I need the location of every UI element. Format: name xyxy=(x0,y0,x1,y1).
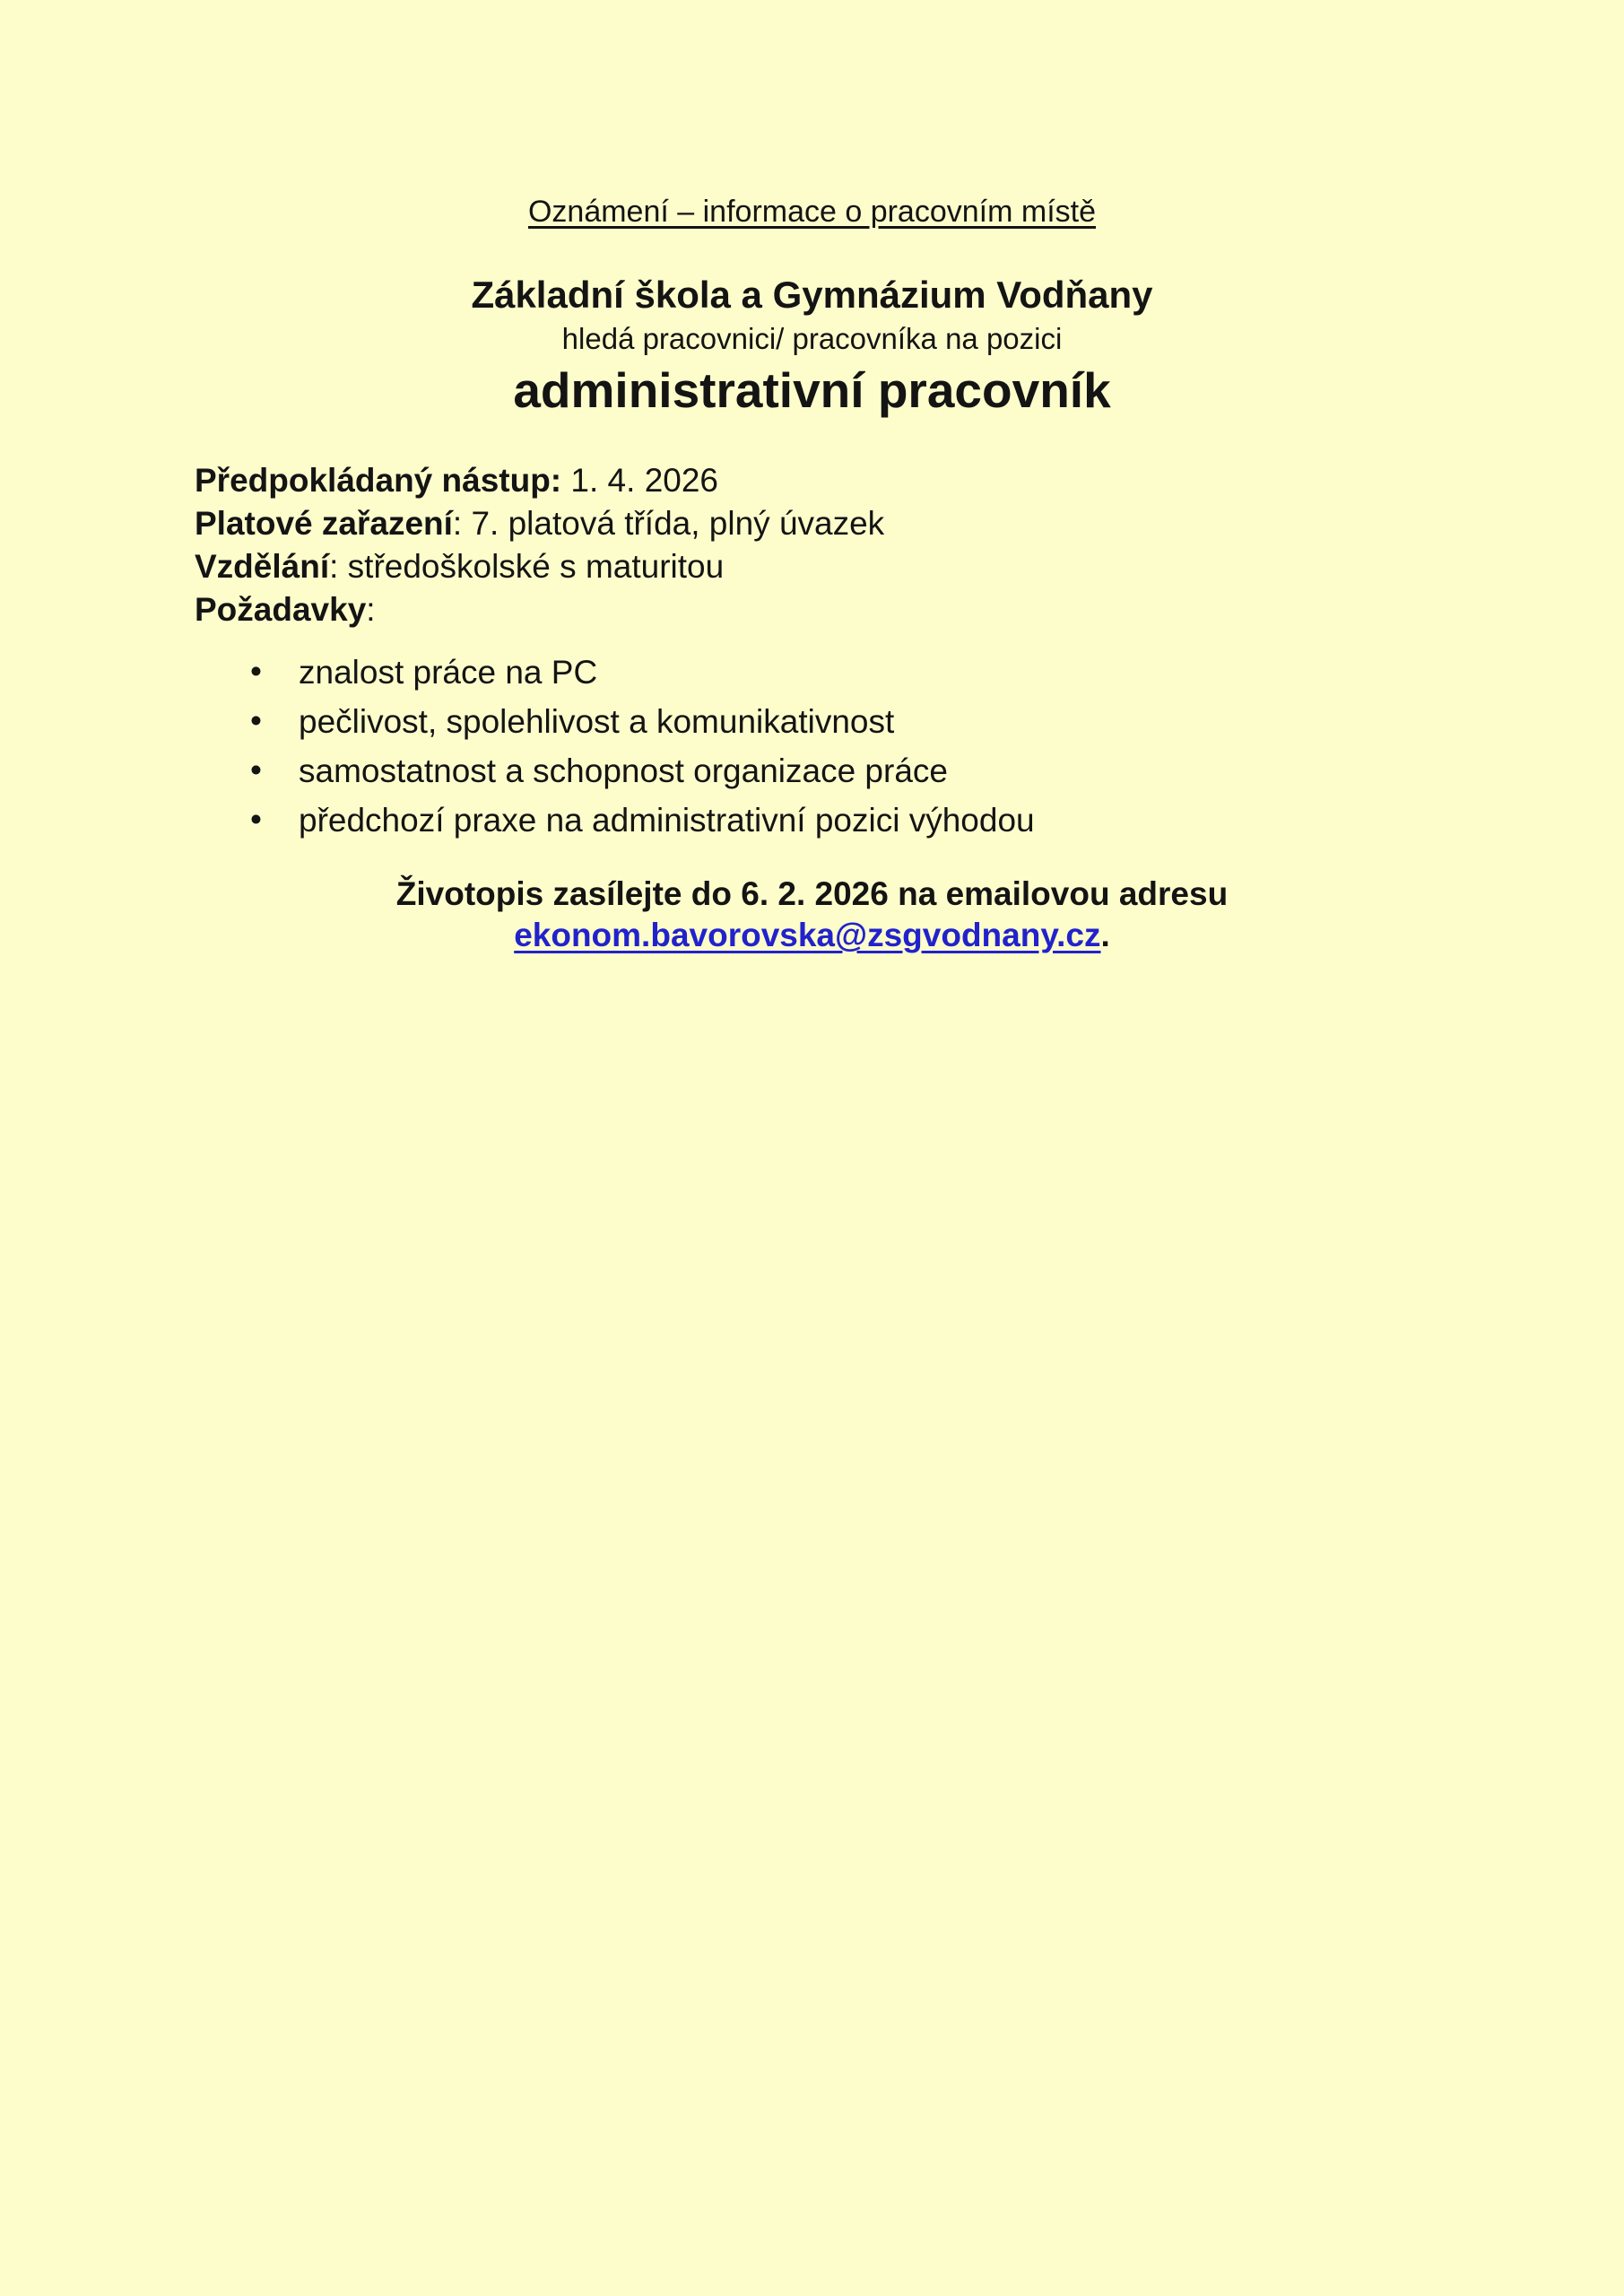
details-section xyxy=(195,459,1624,631)
detail-label: Předpokládaný nástup: xyxy=(195,462,562,499)
page-title xyxy=(0,194,1624,230)
organization-name: Základní škola a Gymnázium Vodňany xyxy=(471,274,1153,316)
bullet-icon: • xyxy=(250,702,262,739)
bullet-icon: • xyxy=(250,752,262,788)
detail-label: Vzdělání xyxy=(195,548,330,585)
list-item xyxy=(248,803,1624,839)
bullet-icon: • xyxy=(250,801,262,838)
detail-education xyxy=(195,545,1624,588)
document-body xyxy=(0,0,1624,955)
position-title: administrativní pracovník xyxy=(513,362,1111,418)
detail-label: Požadavky xyxy=(195,591,367,628)
detail-value: : xyxy=(366,591,376,628)
detail-label: Platové zařazení xyxy=(195,505,453,542)
email-suffix: . xyxy=(1100,917,1110,953)
detail-start-date xyxy=(195,459,1624,502)
detail-salary-grade xyxy=(195,502,1624,545)
detail-value: : středoškolské s maturitou xyxy=(329,548,725,585)
list-item xyxy=(248,753,1624,789)
list-item-text: samostatnost a schopnost organizace práce xyxy=(299,752,948,789)
detail-value: 1. 4. 2026 xyxy=(561,462,719,499)
closing-line: Životopis zasílejte do 6. 2. 2026 na emailovou adresu xyxy=(395,875,1229,912)
list-item xyxy=(248,655,1624,691)
email-link[interactable]: ekonom.bavorovska@zsgvodnany.cz xyxy=(514,917,1101,953)
bullet-icon: • xyxy=(250,653,262,690)
subtitle: hledá pracovnici/ pracovníka na pozici xyxy=(561,322,1063,355)
list-item-text: znalost práce na PC xyxy=(299,654,598,691)
list-item-text: pečlivost, spolehlivost a komunikativnost xyxy=(299,703,895,740)
requirements-list xyxy=(248,655,1624,839)
page-title-text: Oznámení – informace o pracovním místě xyxy=(527,195,1097,229)
list-item-text: předchozí praxe na administrativní pozici výhodou xyxy=(299,802,1035,839)
detail-requirements-heading xyxy=(195,588,1624,631)
detail-value: : 7. platová třída, plný úvazek xyxy=(452,505,885,542)
list-item xyxy=(248,704,1624,740)
email-line xyxy=(0,916,1624,955)
